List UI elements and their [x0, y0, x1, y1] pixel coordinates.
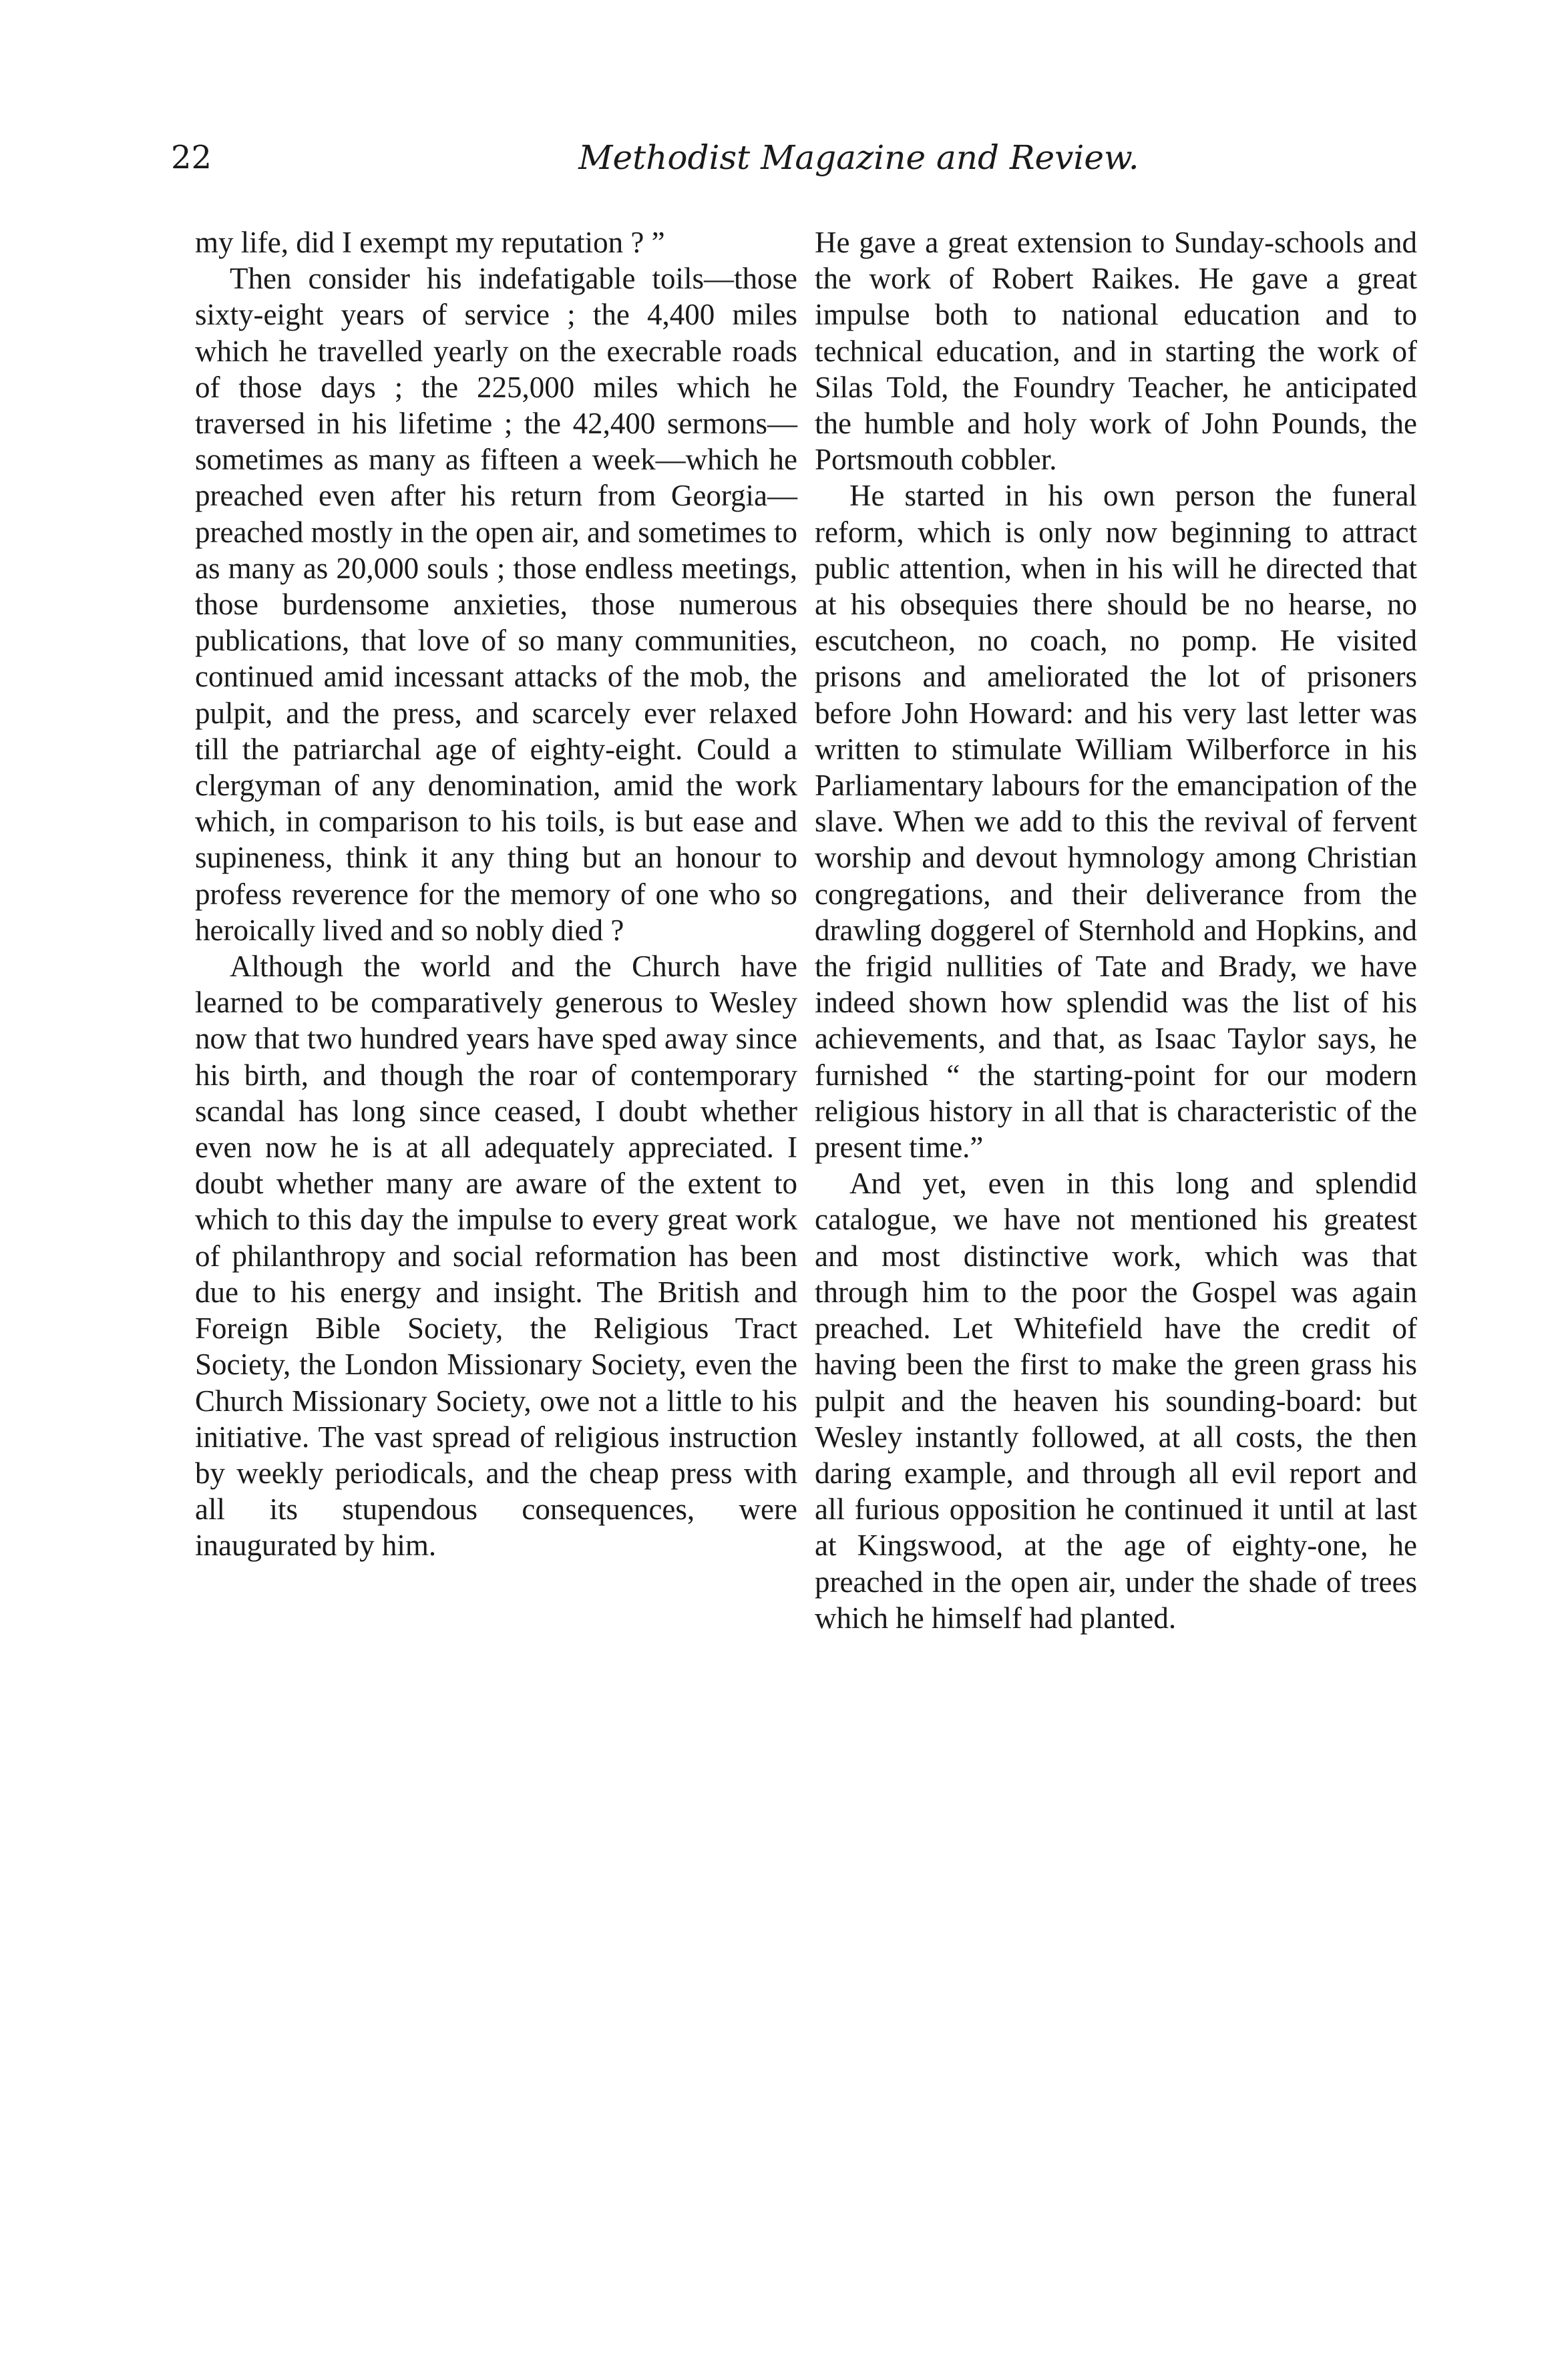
page-header: [171, 131, 1440, 184]
paragraph: Although the world and the Church have learned to be comparatively generous to Wesley now that two hundred years have sped away since his birth, and though the roar of contemporary scandal has long since ceased, I doubt whether even now he is at all adequately appreciated. I doubt whether many are aware of the extent to which to this day the impulse to every great work of philanthropy and social reformation has been due to his energy and insight. The British and Foreign Bible Society, the Religious Tract Society, the London Missionary Society, even the Church Missionary Society, owe not a little to his initiative. The vast spread of religious instruction by weekly periodicals, and the cheap press with all its stupendous consequences, were inaugurated by him.: [195, 950, 797, 1563]
page-number: 22: [171, 139, 212, 176]
paragraph: Then consider his indefatigable toils—those sixty-eight years of service ; the 4,400 miles which he travelled yearly on the execrable roads of those days ; the 225,000 miles which he traversed in his lifetime ; the 42,400 sermons—sometimes as many as fifteen a week—which he preached even after his return from Georgia—preached mostly in the open air, and sometimes to as many as 20,000 souls ; those endless meetings, those burdensome anxieties, those numerous publications, that love of so many communities, continued amid incessant attacks of the mob, the pulpit, and the press, and scarcely ever relaxed till the patriarchal age of eighty-eight. Could a clergyman of any denomination, amid the work which, in comparison to his toils, is but ease and supineness, think it any thing but an honour to profess reverence for the memory of one who so heroically lived and so nobly died ?: [195, 262, 797, 947]
right-column: [815, 224, 1417, 1636]
paragraph: He started in his own person the funeral reform, which is only now beginning to attract public attention, when in his will he directed that at his obsequies there should be no hearse, no escutcheon, no coach, no pomp. He visited prisons and ameliorated the lot of prisoners before John Howard: and his very last letter was written to stimulate William Wilberforce in his Parliamentary labours for the emancipation of the slave. When we add to this the revival of fervent worship and devout hymnology among Christian congregations, and their deliverance from the drawling doggerel of Sternhold and Hopkins, and the frigid nullities of Tate and Brady, we have indeed shown how splendid was the list of his achievements, and that, as Isaac Taylor says, he furnished “ the starting-point for our modern religious history in all that is characteristic of the present time.”: [815, 479, 1417, 1165]
paragraph-continuation: He gave a great extension to Sunday-schools and the work of Robert Raikes. He gave a great impulse both to national education and to technical education, and in starting the work of Silas Told, the Foundry Teacher, he anticipated the humble and holy work of John Pounds, the Portsmouth cobbler.: [815, 226, 1417, 477]
paragraph-continuation: my life, did I exempt my reputation ? ”: [195, 226, 665, 259]
running-title: Methodist Magazine and Review.: [578, 138, 1139, 177]
left-column: [195, 224, 797, 1564]
paragraph: And yet, even in this long and splendid catalogue, we have not mentioned his greatest and most distinctive work, which was that through him to the poor the Gospel was again preached. Let Whitefield have the credit of having been the first to make the green grass his pulpit and the heaven his sounding-board: but Wesley instantly followed, at all costs, the then daring example, and through all evil report and all furious opposition he continued it until at last at Kingswood, at the age of eighty-one, he preached in the open air, under the shade of trees which he himself had planted.: [815, 1167, 1417, 1635]
